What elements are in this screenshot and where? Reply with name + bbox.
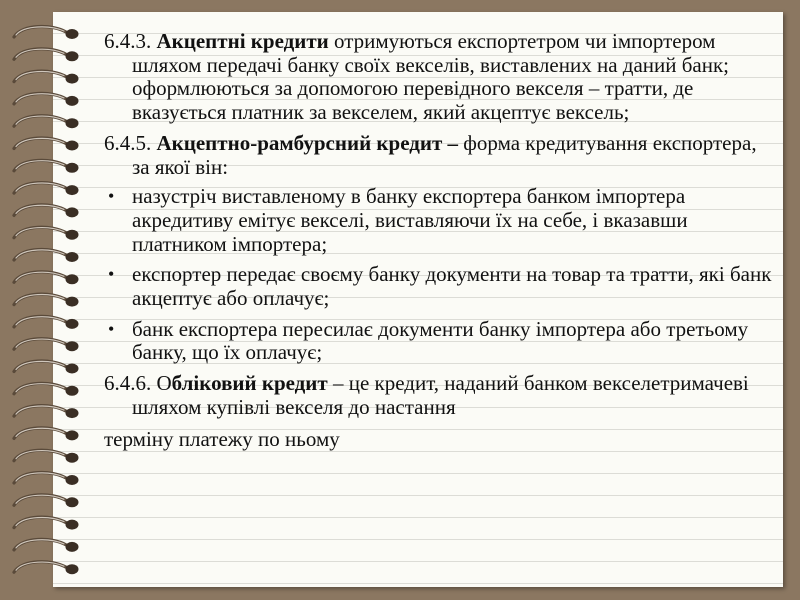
binding-ring [14,227,66,237]
section-number: 6.4.5. [104,130,157,155]
binding-hole [66,118,79,128]
bullet-icon: • [108,264,115,285]
binding-ring [14,473,66,483]
list-item [104,263,774,310]
binding-hole [66,51,79,61]
binding-ring [14,205,66,215]
binding-ring [14,562,66,572]
section-text-last-line: терміну платежу по ньому [104,426,340,451]
section-text: отримуються експортетром чи імпортером шляхом передачі банку своїх векселів, виставлених на даний банк; оформлюються за допомогою перевідного векселя – тратти, де вказується платник за векселем, який акцептує вексель; [132,29,730,125]
binding-hole [66,364,79,374]
section-term: Акцептні кредити [156,29,329,53]
binding-ring [14,160,66,170]
binding-ring [14,361,66,371]
binding-hole [66,163,79,173]
binding-hole [66,520,79,530]
binding-hole [66,497,79,507]
binding-ring [14,116,66,126]
binding-hole [66,74,79,84]
section-6-4-3 [104,30,774,125]
binding-hole [66,252,79,262]
list-item [104,318,774,365]
section-term: бліковий кредит [171,371,328,396]
binding-ring [14,71,66,81]
binding-ring [14,49,66,59]
section-text: форма кредитування експортера, за якої він: [132,130,757,179]
binding-hole [66,564,79,574]
binding-hole [66,386,79,396]
spiral-binding [0,0,110,600]
section-term: Акцептно-рамбурсний кредит – [156,130,459,155]
binding-hole [66,453,79,463]
list-item-text: експортер передає своєму банку документи на товар та тратти, які банк акцептує або оплачує; [132,262,772,311]
binding-ring [14,183,66,193]
binding-hole [66,230,79,240]
binding-ring [14,517,66,527]
binding-ring [14,93,66,103]
list-item-text: банк експортера пересилає документи банку імпортера або третьому банку, що їх оплачує; [132,316,749,365]
section-number: 6.4.3. [104,29,157,53]
section-number: 6.4.6. О [104,371,172,396]
binding-ring [14,450,66,460]
binding-hole [66,430,79,440]
binding-ring [14,316,66,326]
binding-hole [66,185,79,195]
bullet-list [104,185,774,365]
binding-hole [66,96,79,106]
binding-hole [66,341,79,351]
section-text: – це кредит, наданий банком векселетримачеві шляхом купівлі векселя до настання [132,371,749,419]
binding-ring [14,272,66,282]
binding-hole [66,475,79,485]
binding-ring [14,294,66,304]
list-item-text: назустріч виставленому в банку експортера банком імпортера акредитиву емітує векселі, виставляючи їх на себе, і вказавши платником імпортера; [132,184,688,256]
binding-ring [14,539,66,549]
binding-hole [66,29,79,39]
binding-ring [14,339,66,349]
binding-hole [66,319,79,329]
bullet-icon: • [108,186,115,207]
binding-hole [66,274,79,284]
binding-hole [66,141,79,151]
binding-hole [66,207,79,217]
bullet-icon: • [108,318,115,339]
section-6-4-6 [104,372,774,451]
binding-hole [66,542,79,552]
binding-hole [66,297,79,307]
section-6-4-5 [104,132,774,179]
list-item [104,185,774,256]
binding-hole [66,408,79,418]
binding-ring [14,406,66,416]
page-content [104,30,774,451]
binding-ring [14,495,66,505]
binding-ring [14,250,66,260]
binding-ring [14,428,66,438]
binding-ring [14,383,66,393]
binding-ring [14,27,66,37]
binding-ring [14,138,66,148]
